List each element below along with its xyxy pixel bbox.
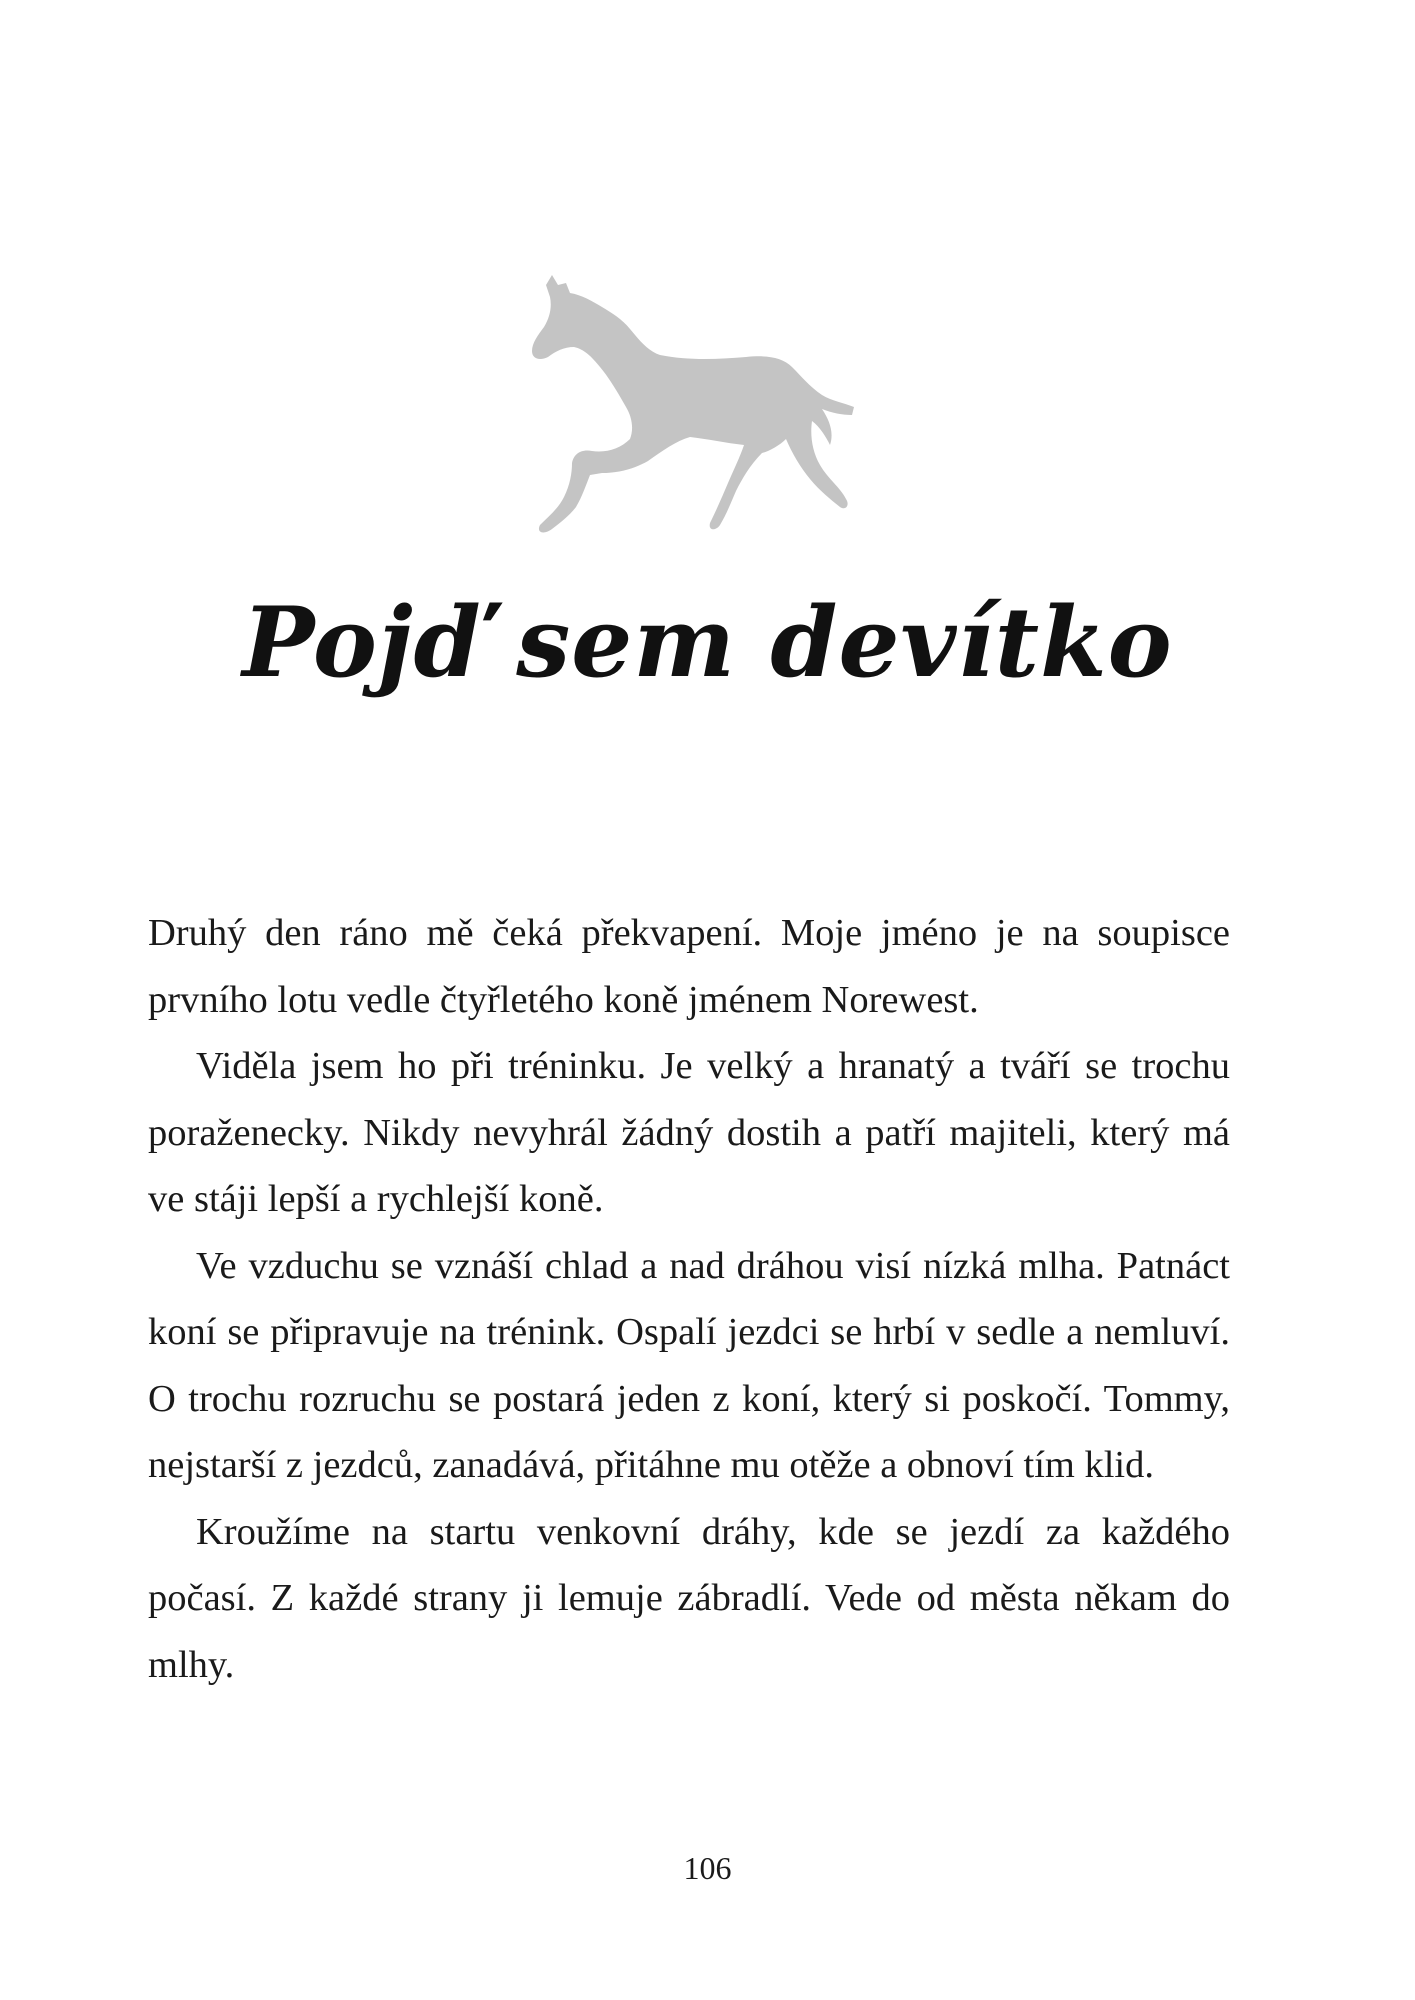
paragraph: Ve vzduchu se vznáší chlad a nad dráhou visí nízká mlha. Patnáct koní se připravuje na trénink. Ospalí jezdci se hrbí v sedle a nemluví. O trochu rozruchu se postará jeden z koní, který si poskočí. Tommy, nejstarší z jezdců, zanadává, přitáhne mu otěže a obnoví tím klid. — [148, 1244, 1230, 1486]
page-number: 106 — [683, 1850, 732, 1886]
paragraph: Viděla jsem ho při tréninku. Je velký a hranatý a tváří se trochu poraženecky. Nikdy nevyhrál žádný dostih a patří majiteli, který má ve stáji lepší a rychlejší koně. — [148, 1045, 1230, 1220]
chapter-body — [148, 900, 1230, 1698]
horse-silhouette-icon — [530, 275, 860, 545]
paragraph: Druhý den ráno mě čeká překvapení. Moje jméno je na soupisce prvního lotu vedle čtyřletého koně jménem Norewest. — [148, 912, 1230, 1021]
paragraph: Kroužíme na startu venkovní dráhy, kde se jezdí za každého počasí. Z každé strany ji lemuje zábradlí. Vede od města někam do mlhy. — [148, 1510, 1230, 1686]
chapter-title: Pojď sem devítko — [242, 586, 1173, 699]
